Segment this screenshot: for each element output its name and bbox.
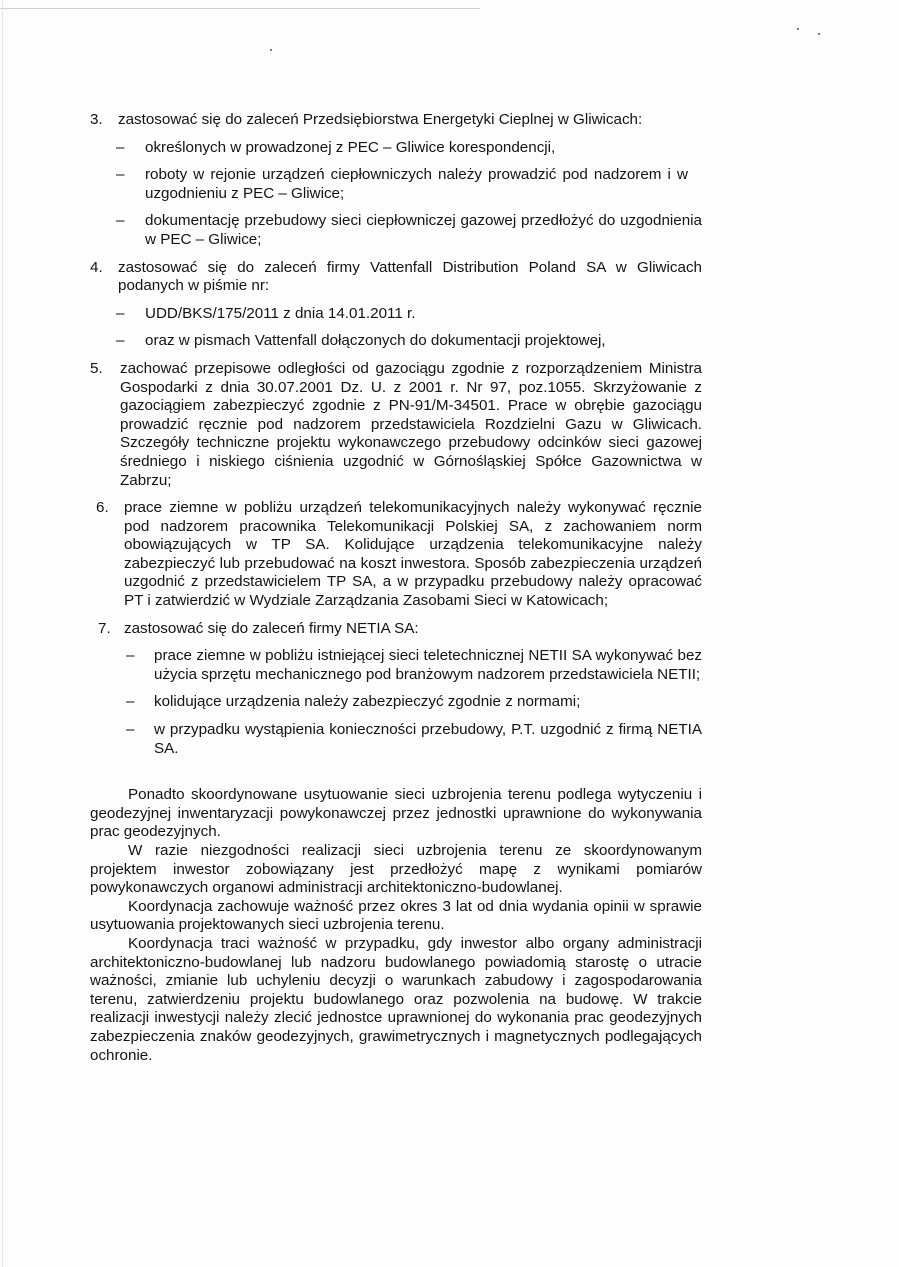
numbered-item: [90, 259, 702, 296]
item-number: 5.: [90, 359, 103, 377]
sub-item: [90, 166, 702, 203]
dash-bullet: –: [116, 138, 125, 156]
closing-paragraphs: [90, 786, 702, 1065]
sub-item-text: roboty w rejonie urządzeń ciepłowniczych należy prowadzić pod nadzorem i w uzgodnieniu z PEC – Gliwice;: [145, 166, 688, 202]
sub-item-text: dokumentację przebudowy sieci ciepłowniczej gazowej przedłożyć do uzgodnienia w PEC – Gliwice;: [145, 212, 702, 248]
paragraph: Ponadto skoordynowane usytuowanie sieci uzbrojenia terenu podlega wytyczeniu i geodezyjnej inwentaryzacji powykonawczej przez jednostki uprawnione do wykonywania prac geodezyjnych.: [90, 786, 702, 841]
numbered-item: [90, 360, 702, 490]
paragraph: Koordynacja zachowuje ważność przez okres 3 lat od dnia wydania opinii w sprawie usytuowania projektowanych sieci uzbrojenia terenu.: [90, 897, 702, 934]
numbered-item: [90, 499, 702, 611]
sub-item-text: prace ziemne w pobliżu istniejącej sieci teletechnicznej NETII SA wykonywać bez użycia sprzętu mechanicznego pod branżowym nadzorem przedstawiciela NETII;: [154, 647, 702, 683]
sub-item: [90, 305, 702, 324]
scan-speck: [270, 49, 272, 51]
item-number: 7.: [98, 619, 111, 637]
dash-bullet: –: [126, 693, 135, 711]
numbered-item: [90, 111, 702, 130]
dash-bullet: –: [126, 647, 135, 665]
sub-item-text: kolidujące urządzenia należy zabezpieczyć zgodnie z normami;: [154, 693, 581, 711]
dash-bullet: –: [116, 332, 125, 350]
item-text: zastosować się do zaleceń Przedsiębiorstwa Energetyki Cieplnej w Gliwicach:: [118, 111, 643, 128]
item-text: zastosować się do zaleceń firmy NETIA SA:: [124, 619, 419, 637]
dash-bullet: –: [126, 721, 135, 739]
item-text: zastosować się do zaleceń firmy Vattenfall Distribution Poland SA w Gliwicach podanych w piśmie nr:: [118, 258, 702, 295]
item-number: 3.: [90, 111, 103, 128]
sub-item: [90, 139, 702, 158]
sub-item: [90, 332, 702, 351]
dash-bullet: –: [116, 212, 125, 230]
numbered-item: [90, 620, 702, 639]
scan-edge-line: [2, 0, 3, 1267]
scan-speck: [818, 33, 820, 35]
sub-item-text: UDD/BKS/175/2011 z dnia 14.01.2011 r.: [145, 304, 416, 322]
dash-bullet: –: [116, 166, 125, 184]
dash-bullet: –: [116, 304, 125, 322]
item-text: zachować przepisowe odległości od gazociągu zgodnie z rozporządzeniem Ministra Gospodarki z dnia 30.07.2001 Dz. U. z 2001 r. Nr 97, poz.1055. Skrzyżowanie z gazociągiem zabezpieczyć zgodnie z PN-91/M-34501. Prace w obrębie gazociągu prowadzić ręcznie pod nadzorem przedstawiciela Rozdzielni Gazu w Gliwicach. Szczegóły techniczne projektu wykonawczego przebudowy odcinków sieci gazowej średniego i niskiego ciśnienia uzgodnić w Górnośląskiej Spółce Gazownictwa w Zabrzu;: [120, 359, 702, 489]
sub-item-text: określonych w prowadzonej z PEC – Gliwice korespondencji,: [145, 138, 556, 156]
document-body: [90, 111, 702, 1065]
sub-item: [90, 647, 702, 684]
sub-item: [90, 212, 702, 249]
scan-edge-line: [0, 8, 480, 9]
paragraph: W razie niezgodności realizacji sieci uzbrojenia terenu ze skoordynowanym projektem inwestor zobowiązany jest przedłożyć mapę z wynikami pomiarów powykonawczych organowi administracji architektoniczno-budowlanej.: [90, 842, 702, 897]
scan-speck: [797, 28, 799, 30]
sub-item: [90, 721, 702, 758]
sub-item: [90, 693, 702, 712]
sub-item-text: oraz w pismach Vattenfall dołączonych do dokumentacji projektowej,: [145, 332, 606, 350]
sub-item-text: w przypadku wystąpienia konieczności przebudowy, P.T. uzgodnić z firmą NETIA SA.: [154, 721, 702, 757]
item-text: prace ziemne w pobliżu urządzeń telekomunikacyjnych należy wykonywać ręcznie pod nadzorem pracownika Telekomunikacji Polskiej SA, z zachowaniem norm obowiązujących w TP SA. Kolidujące urządzenia telekomunikacyjne należy zabezpieczyć lub przebudować na koszt inwestora. Sposób zabezpieczenia urządzeń uzgodnić z przedstawicielem TP SA, a w przypadku przebudowy należy opracować PT i zatwierdzić w Wydziale Zarządzania Zasobami Sieci w Katowicach;: [124, 499, 702, 610]
item-number: 6.: [96, 499, 109, 517]
paragraph: Koordynacja traci ważność w przypadku, gdy inwestor albo organy administracji architektoniczno-budowlanej lub nadzoru budowlanego powiadomią starostę o utracie ważności, zmianie lub uchyleniu decyzji o warunkach zabudowy i zagospodarowania terenu, zatwierdzeniu projektu budowlanego oraz pozwolenia na budowę. W trakcie realizacji inwestycji należy zlecić jednostce uprawnionej do wykonania prac geodezyjnych zabezpieczenia znaków geodezyjnych, grawimetrycznych i magnetycznych podlegających ochronie.: [90, 934, 702, 1064]
item-number: 4.: [90, 258, 103, 276]
